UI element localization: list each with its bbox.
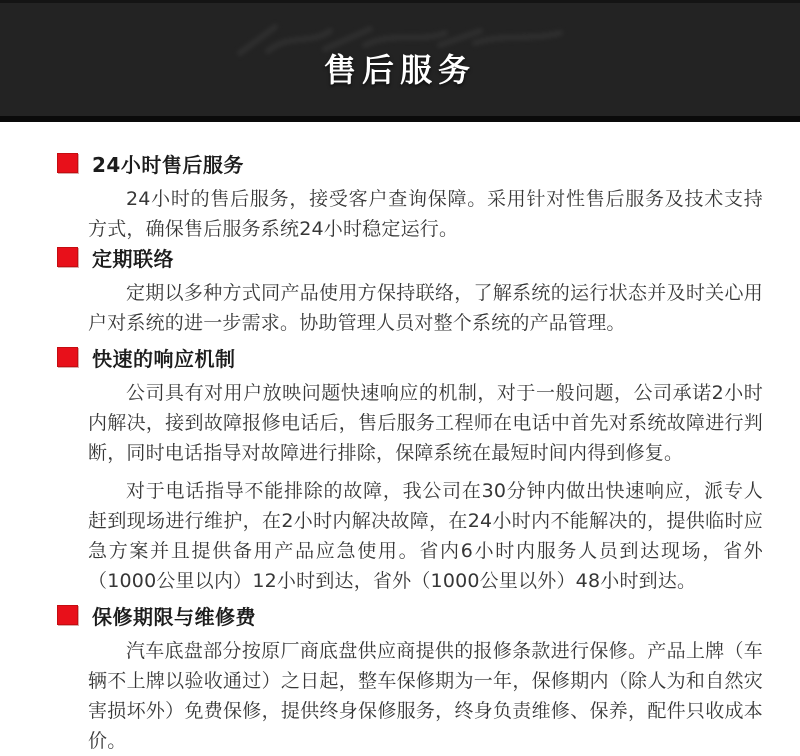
red-square-bullet (57, 347, 78, 367)
section-heading-row (0, 602, 800, 628)
section-regular-contact (0, 244, 800, 338)
red-square-bullet (57, 605, 78, 625)
page-header (0, 0, 800, 122)
section-paragraph: 对于电话指导不能排除的故障，我公司在30分钟内做出快速响应，派专人赶到现场进行维护，在2小时内解决故障，在24小时内不能解决的，提供临时应急方案并且提供备用产品应急使用。省内6小时内服务人员到达现场，省外（1000公里以内）12小时到达，省外（1000公里以外）48小时到达。 (88, 480, 763, 592)
section-24h-service (0, 150, 800, 244)
section-warranty (0, 602, 800, 756)
section-heading-row (0, 344, 800, 370)
section-heading-row (0, 244, 800, 270)
section-heading: 保修期限与维修费 (92, 604, 256, 629)
section-heading: 24小时售后服务 (92, 152, 244, 177)
section-quick-response (0, 344, 800, 596)
section-paragraph: 24小时的售后服务，接受客户查询保障。采用针对性售后服务及技术支持方式，确保售后服务系统24小时稳定运行。 (88, 188, 763, 240)
section-heading: 快速的响应机制 (92, 346, 236, 371)
section-paragraph: 汽车底盘部分按原厂商底盘供应商提供的报修条款进行保修。产品上牌（车辆不上牌以验收通过）之日起，整车保修期为一年，保修期内（除人为和自然灾害损坏外）免费保修，提供终身保修服务，终身负责维修、保养，配件只收成本价。 (88, 640, 763, 752)
section-heading: 定期联络 (92, 246, 174, 271)
section-paragraph: 定期以多种方式同产品使用方保持联络，了解系统的运行状态并及时关心用户对系统的进一步需求。协助管理人员对整个系统的产品管理。 (88, 282, 763, 334)
section-heading-row (0, 150, 800, 176)
red-square-bullet (57, 153, 78, 173)
red-square-bullet (57, 247, 78, 267)
section-paragraph: 公司具有对用户放映问题快速响应的机制，对于一般问题，公司承诺2小时内解决，接到故障报修电话后，售后服务工程师在电话中首先对系统故障进行判断，同时电话指导对故障进行排除，保障系统在最短时间内得到修复。 (88, 382, 763, 464)
page-title: 售后服务 (323, 50, 476, 89)
content (0, 122, 800, 756)
